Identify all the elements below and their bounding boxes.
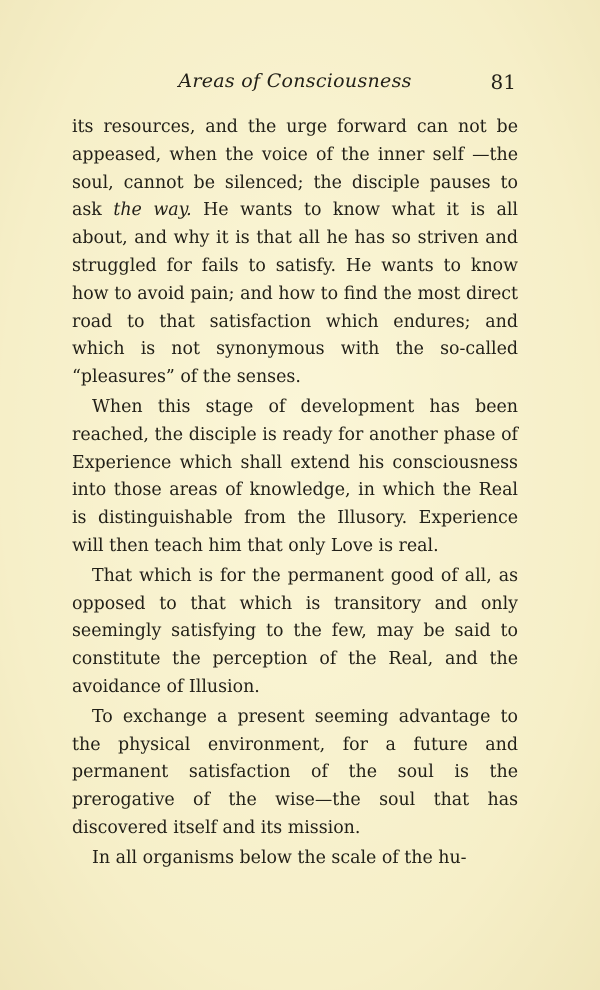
paragraph-1 (72, 114, 518, 392)
page-header (72, 70, 518, 100)
paragraph-1-emphasis: the way. (113, 200, 192, 221)
running-title: Areas of Consciousness (178, 70, 412, 92)
paragraph-5: In all organisms below the scale of the hu- (92, 847, 467, 868)
paragraph-2: When this stage of development has been reached, the disciple is ready for another phase of Experience which shall extend his consciousness into those areas of knowledge, in which the Real is distinguishable from the Illusory. Experience will then teach him that only Love is real. (72, 396, 518, 556)
paragraph-1-text-b: He wants to know what it is all about, and why it is that all he has so striven and struggled for fails to satisfy. He wants to know how to avoid pain; and how to find the most direct road to that satisfaction which endures; and which is not synonymous with the so-called “pleasures” of the senses. (72, 200, 518, 388)
paragraph-1-text-a: its resources, and the urge forward can not be appeased, when the voice of the inner self —the soul, cannot be silenced; the disciple pauses to ask (72, 117, 518, 221)
body-text (72, 114, 518, 875)
page-number: 81 (490, 70, 516, 94)
paragraph-3: That which is for the permanent good of all, as opposed to that which is transitory and only seemingly satisfying to the few, may be said to constitute the perception of the Real, and the avoidance of Illusion. (72, 565, 518, 697)
paragraph-4: To exchange a present seeming advantage to the physical environment, for a future and permanent satisfaction of the soul is the prerogative of the wise—the soul that has discovered itself and its mission. (72, 706, 518, 838)
